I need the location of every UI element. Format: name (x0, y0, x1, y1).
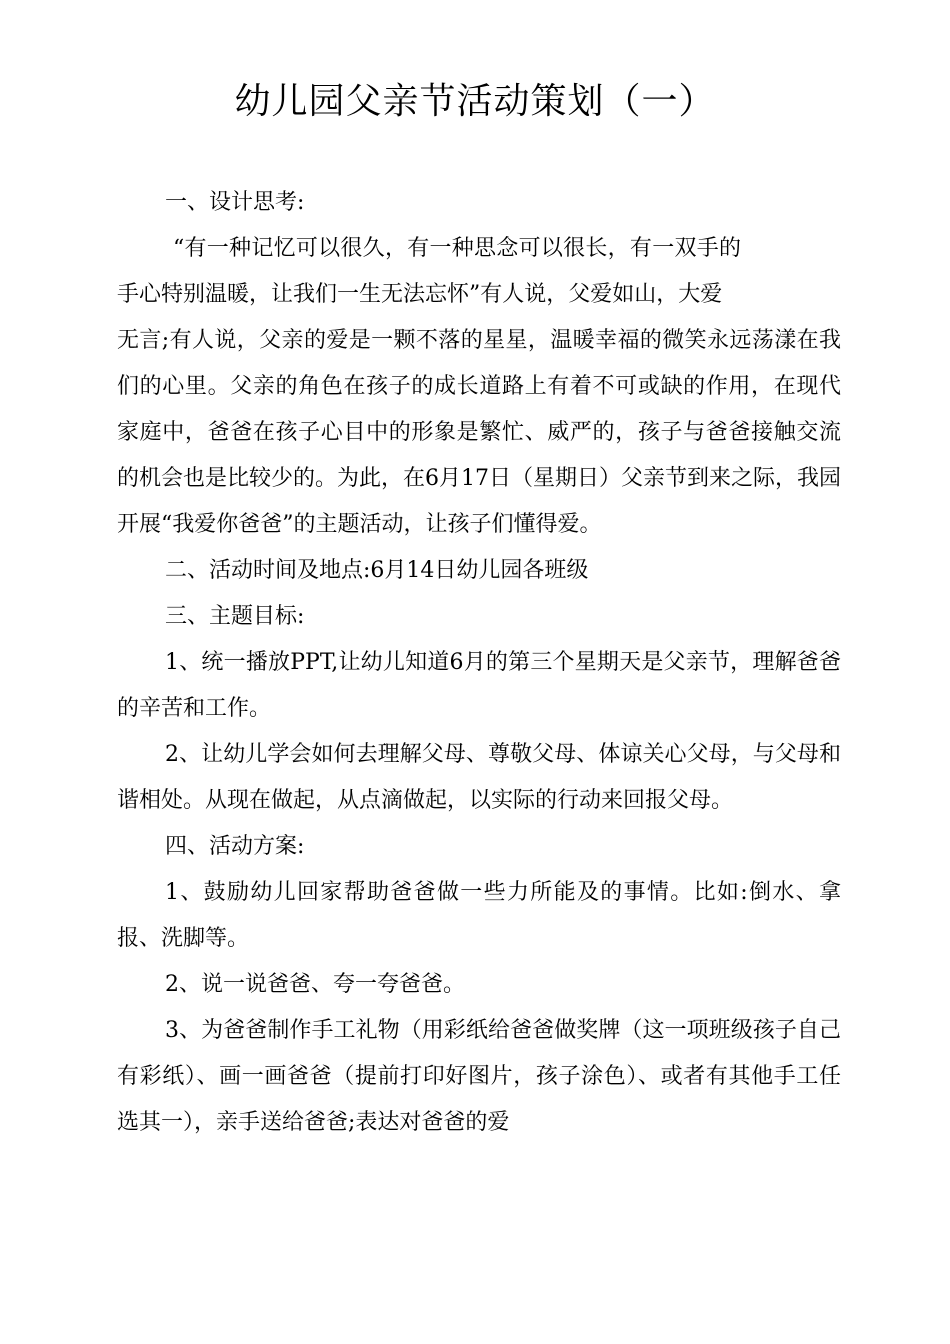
paragraph-fathers-love: 无言;有人说，父亲的爱是一颗不落的星星，温暖幸福的微笑永远荡漾在我们的心里。父亲的角色在孩子的成长道路上有着不可或缺的作用，在现代家庭中，爸爸在孩子心目中的形象是繁忙、威严的，孩子与爸爸接触交流的机会也是比较少的。为此，在6月17日（星期日）父亲节到来之际，我园开展“我爱你爸爸”的主题活动，让孩子们懂得爱。 (117, 328, 841, 537)
document-title: 幼儿园父亲节活动策划（一） (234, 81, 716, 122)
plan-item-1: 1、鼓励幼儿回家帮助爸爸做一些力所能及的事情。比如:倒水、拿报、洗脚等。 (117, 880, 841, 951)
section-heading-design: 一、设计思考: (165, 190, 305, 215)
plan-item-2: 2、说一说爸爸、夸一夸爸爸。 (165, 972, 465, 997)
goal-item-1: 1、统一播放PPT,让幼儿知道6月的第三个星期天是父亲节，理解爸爸的辛苦和工作。 (117, 650, 841, 721)
section-heading-plan: 四、活动方案: (165, 834, 305, 859)
plan-item-3: 3、为爸爸制作手工礼物（用彩纸给爸爸做奖牌（这一项班级孩子自己有彩纸）、画一画爸爸（提前打印好图片，孩子涂色）、或者有其他手工任选其一），亲手送给爸爸;表达对爸爸的爱 (117, 1018, 841, 1135)
document-body (117, 180, 841, 1146)
paragraph-quote: “有一种记忆可以很久，有一种思念可以很长，有一双手的手心特别温暖，让我们一生无法忘怀”有人说，父爱如山，大爱 (117, 236, 741, 307)
section-heading-goals: 三、主题目标: (165, 604, 305, 629)
section-heading-time-place: 二、活动时间及地点:6月14日幼儿园各班级 (165, 558, 589, 583)
goal-item-2: 2、让幼儿学会如何去理解父母、尊敬父母、体谅关心父母，与父母和谐相处。从现在做起，从点滴做起，以实际的行动来回报父母。 (117, 742, 841, 813)
